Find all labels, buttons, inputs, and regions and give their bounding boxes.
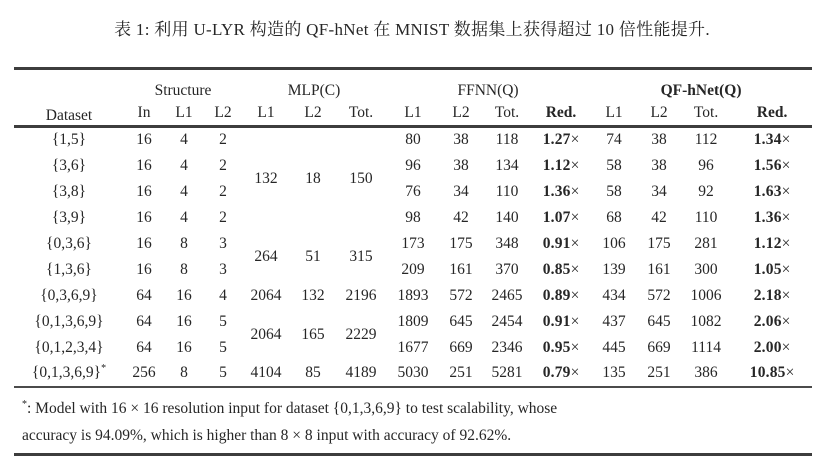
ffnn-l1-cell: 98 xyxy=(405,208,421,226)
qf-l2-cell: 42 xyxy=(651,208,667,226)
qf-tot-cell: 1114 xyxy=(691,338,721,356)
structure-l2-cell: 2 xyxy=(219,208,227,226)
structure-in-cell: 16 xyxy=(136,234,152,252)
table-bottom-rule xyxy=(14,453,812,456)
dataset-cell: {3,8} xyxy=(51,182,87,200)
ffnn-tot-cell: 2465 xyxy=(491,286,523,304)
table-row xyxy=(14,257,812,283)
mlp-l1-cell: 132 xyxy=(254,170,278,188)
structure-in-cell: 256 xyxy=(132,364,156,381)
qf-l2-cell: 175 xyxy=(647,234,671,252)
structure-in-cell: 16 xyxy=(136,208,152,226)
ffnn-l1-cell: 173 xyxy=(401,234,425,252)
table-row xyxy=(14,335,812,361)
dataset-cell: {3,9} xyxy=(51,208,87,226)
qf-tot-cell: 110 xyxy=(694,208,718,226)
ffnn-tot-cell: 134 xyxy=(495,156,519,174)
footnote-line-1: : Model with 16 × 16 resolution input for dataset {0,1,3,6,9} to test scalability, whose xyxy=(27,399,558,417)
qf-l2-cell: 669 xyxy=(647,338,671,356)
ffnn-red-cell: 0.79× xyxy=(542,364,580,381)
table-header xyxy=(14,69,812,127)
col-header-ffnn-red: Red. xyxy=(532,100,590,127)
col-header-dataset: Dataset xyxy=(14,69,124,127)
qf-l1-cell: 106 xyxy=(602,234,626,252)
ffnn-l2-cell: 175 xyxy=(449,234,473,252)
structure-l1-cell: 8 xyxy=(180,234,188,252)
ffnn-tot-cell: 2454 xyxy=(491,312,523,330)
table-row xyxy=(14,283,812,309)
structure-in-cell: 16 xyxy=(136,260,152,278)
structure-l2-cell: 5 xyxy=(219,312,227,330)
structure-l2-cell: 3 xyxy=(219,260,227,278)
ffnn-red-cell: 1.12× xyxy=(542,156,580,174)
table-footnote xyxy=(14,388,812,453)
dataset-cell: {0,3,6,9} xyxy=(40,286,98,304)
structure-l1-cell: 16 xyxy=(176,312,192,330)
col-header-mlp-tot: Tot. xyxy=(336,100,386,127)
ffnn-l2-cell: 34 xyxy=(453,182,469,200)
qf-red-cell: 1.12× xyxy=(753,234,791,252)
group-header-mlp: MLP(C) xyxy=(287,82,341,99)
structure-l1-cell: 4 xyxy=(180,156,188,174)
col-header-qf-red: Red. xyxy=(732,100,812,127)
mlp-l2-cell: 165 xyxy=(301,325,325,343)
table-row xyxy=(14,361,812,387)
structure-l1-cell: 16 xyxy=(176,338,192,356)
mlp-tot-cell: 150 xyxy=(349,170,373,188)
col-header-structure-l1: L1 xyxy=(164,100,204,127)
ffnn-l1-cell: 209 xyxy=(401,260,425,278)
col-header-qf-tot: Tot. xyxy=(680,100,732,127)
ffnn-tot-cell: 2346 xyxy=(491,338,523,356)
dataset-cell: {1,5} xyxy=(51,131,87,149)
structure-l1-cell: 4 xyxy=(180,182,188,200)
qf-l2-cell: 251 xyxy=(647,364,671,381)
qf-l2-cell: 645 xyxy=(647,312,671,330)
qf-l1-cell: 58 xyxy=(606,182,622,200)
ffnn-tot-cell: 348 xyxy=(495,234,519,252)
qf-red-cell: 2.06× xyxy=(753,312,791,330)
qf-red-cell: 2.18× xyxy=(753,286,791,304)
mlp-l1-cell: 2064 xyxy=(250,325,282,343)
structure-l1-cell: 8 xyxy=(180,364,188,381)
qf-tot-cell: 1082 xyxy=(690,312,722,330)
footnote-line-2: accuracy is 94.09%, which is higher than 8 × 8 input with accuracy of 92.62%. xyxy=(22,426,512,444)
ffnn-l1-cell: 76 xyxy=(405,182,421,200)
structure-l2-cell: 2 xyxy=(219,131,227,149)
col-header-structure-l2: L2 xyxy=(204,100,242,127)
ffnn-tot-cell: 140 xyxy=(495,208,519,226)
col-header-ffnn-tot: Tot. xyxy=(482,100,532,127)
table-row xyxy=(14,179,812,205)
ffnn-red-cell: 1.27× xyxy=(542,131,580,149)
structure-l2-cell: 5 xyxy=(219,338,227,356)
qf-tot-cell: 1006 xyxy=(690,286,722,304)
ffnn-tot-cell: 118 xyxy=(495,131,519,149)
qf-red-cell: 1.36× xyxy=(753,208,791,226)
ffnn-l1-cell: 80 xyxy=(405,131,421,149)
qf-l1-cell: 434 xyxy=(602,286,626,304)
ffnn-red-cell: 0.85× xyxy=(542,260,580,278)
mlp-tot-cell: 2229 xyxy=(345,325,377,343)
structure-l2-cell: 2 xyxy=(219,182,227,200)
qf-tot-cell: 96 xyxy=(698,156,714,174)
ffnn-l1-cell: 96 xyxy=(405,156,421,174)
footnote-asterisk: * xyxy=(22,398,27,410)
structure-in-cell: 16 xyxy=(136,156,152,174)
ffnn-red-cell: 1.36× xyxy=(542,182,580,200)
table-caption: 表 1: 利用 U-LYR 构造的 QF-hNet 在 MNIST 数据集上获得超过 10 倍性能提升. xyxy=(114,20,710,39)
structure-l2-cell: 2 xyxy=(219,156,227,174)
qf-l2-cell: 572 xyxy=(647,286,671,304)
structure-l2-cell: 3 xyxy=(219,234,227,252)
mlp-l1-cell: 264 xyxy=(254,247,278,265)
table-row xyxy=(14,205,812,231)
mlp-l2-cell: 132 xyxy=(301,286,325,304)
qf-l1-cell: 58 xyxy=(606,156,622,174)
results-table xyxy=(14,67,812,388)
qf-red-cell: 1.34× xyxy=(753,131,791,149)
ffnn-red-cell: 0.95× xyxy=(542,338,580,356)
dataset-cell: {0,3,6} xyxy=(46,234,92,252)
qf-l1-cell: 135 xyxy=(602,364,626,381)
ffnn-l2-cell: 42 xyxy=(453,208,469,226)
qf-tot-cell: 92 xyxy=(698,182,714,200)
qf-l1-cell: 68 xyxy=(606,208,622,226)
mlp-tot-cell: 2196 xyxy=(345,286,377,304)
qf-l2-cell: 38 xyxy=(651,156,667,174)
ffnn-red-cell: 0.89× xyxy=(542,286,580,304)
group-header-structure: Structure xyxy=(154,82,212,99)
qf-red-cell: 2.00× xyxy=(753,338,791,356)
group-header-ffnn: FFNN(Q) xyxy=(457,82,519,99)
structure-in-cell: 16 xyxy=(136,182,152,200)
table-row xyxy=(14,153,812,179)
structure-l1-cell: 4 xyxy=(180,131,188,149)
col-header-mlp-l2: L2 xyxy=(290,100,336,127)
dataset-cell: {3,6} xyxy=(51,156,87,174)
ffnn-l2-cell: 251 xyxy=(449,364,473,381)
ffnn-tot-cell: 110 xyxy=(495,182,519,200)
ffnn-l2-cell: 38 xyxy=(453,156,469,174)
mlp-tot-cell: 315 xyxy=(349,247,373,265)
qf-l1-cell: 445 xyxy=(602,338,626,356)
table-body xyxy=(14,127,812,387)
table-row xyxy=(14,127,812,153)
qf-l1-cell: 437 xyxy=(602,312,626,330)
structure-l2-cell: 4 xyxy=(219,286,227,304)
ffnn-l2-cell: 669 xyxy=(449,338,473,356)
col-header-ffnn-l1: L1 xyxy=(386,100,440,127)
col-header-qf-l1: L1 xyxy=(590,100,638,127)
group-header-row xyxy=(14,69,812,101)
qf-l1-cell: 139 xyxy=(602,260,626,278)
mlp-tot-cell: 4189 xyxy=(345,364,377,381)
structure-l1-cell: 4 xyxy=(180,208,188,226)
qf-tot-cell: 281 xyxy=(694,234,718,252)
ffnn-l2-cell: 572 xyxy=(449,286,473,304)
ffnn-tot-cell: 5281 xyxy=(491,364,523,381)
dataset-cell: {0,1,3,6,9}* xyxy=(31,362,107,381)
ffnn-l1-cell: 1809 xyxy=(397,312,429,330)
structure-in-cell: 64 xyxy=(136,312,152,330)
structure-in-cell: 64 xyxy=(136,338,152,356)
structure-l1-cell: 16 xyxy=(176,286,192,304)
mlp-l2-cell: 85 xyxy=(305,364,321,381)
ffnn-l2-cell: 38 xyxy=(453,131,469,149)
structure-in-cell: 64 xyxy=(136,286,152,304)
group-header-qfhnet: QF-hNet(Q) xyxy=(660,82,742,99)
qf-l1-cell: 74 xyxy=(606,131,622,149)
qf-tot-cell: 112 xyxy=(694,131,718,149)
ffnn-red-cell: 0.91× xyxy=(542,234,580,252)
sub-header-row xyxy=(14,100,812,127)
qf-tot-cell: 300 xyxy=(694,260,718,278)
table-row xyxy=(14,309,812,335)
mlp-l2-cell: 18 xyxy=(305,170,321,188)
structure-in-cell: 16 xyxy=(136,131,152,149)
mlp-l1-cell: 4104 xyxy=(250,364,282,381)
ffnn-l1-cell: 1893 xyxy=(397,286,429,304)
ffnn-red-cell: 1.07× xyxy=(542,208,580,226)
qf-red-cell: 1.05× xyxy=(753,260,791,278)
qf-tot-cell: 386 xyxy=(694,364,718,381)
col-header-mlp-l1: L1 xyxy=(242,100,290,127)
mlp-l1-cell: 2064 xyxy=(250,286,282,304)
ffnn-l1-cell: 5030 xyxy=(397,364,429,381)
col-header-qf-l2: L2 xyxy=(638,100,680,127)
ffnn-tot-cell: 370 xyxy=(495,260,519,278)
qf-l2-cell: 161 xyxy=(647,260,671,278)
ffnn-l2-cell: 161 xyxy=(449,260,473,278)
col-header-structure-in: In xyxy=(124,100,164,127)
col-header-ffnn-l2: L2 xyxy=(440,100,482,127)
qf-l2-cell: 34 xyxy=(651,182,667,200)
table-row xyxy=(14,231,812,257)
ffnn-l2-cell: 645 xyxy=(449,312,473,330)
ffnn-red-cell: 0.91× xyxy=(542,312,580,330)
qf-red-cell: 1.56× xyxy=(753,156,791,174)
dataset-cell: {1,3,6} xyxy=(46,260,92,278)
structure-l2-cell: 5 xyxy=(219,364,227,381)
dataset-cell: {0,1,3,6,9} xyxy=(34,312,104,330)
qf-red-cell: 10.85× xyxy=(749,364,795,381)
dataset-cell: {0,1,2,3,4} xyxy=(34,338,104,356)
qf-l2-cell: 38 xyxy=(651,131,667,149)
ffnn-l1-cell: 1677 xyxy=(397,338,429,356)
qf-red-cell: 1.63× xyxy=(753,182,791,200)
structure-l1-cell: 8 xyxy=(180,260,188,278)
mlp-l2-cell: 51 xyxy=(305,247,321,265)
